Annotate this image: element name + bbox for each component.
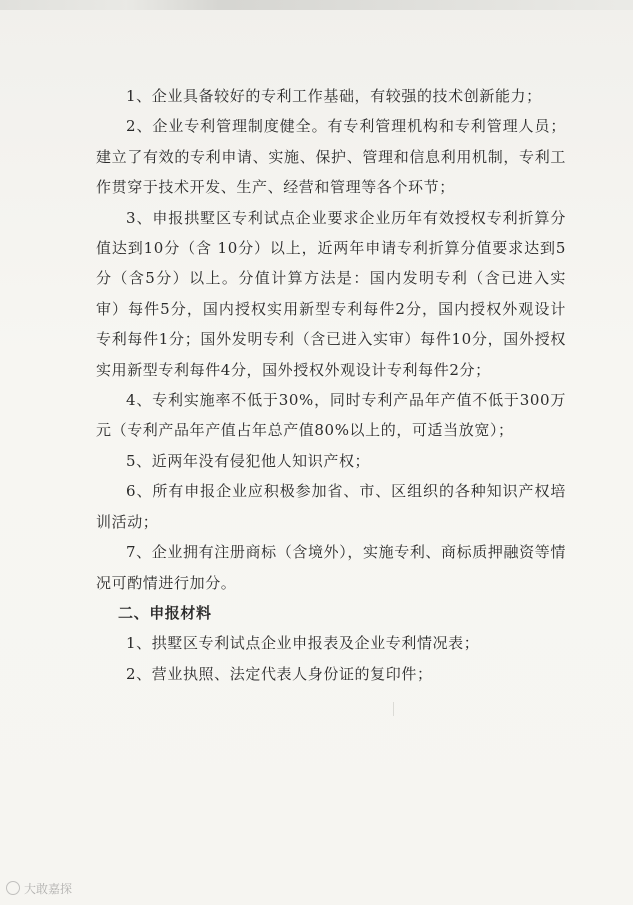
document-body — [96, 81, 566, 689]
requirement-paragraph-4: 4、专利实施率不低于30%，同时专利产品年产值不低于300万元（专利产品年产值占年总产值80%以上的，可适当放宽）； — [96, 391, 566, 440]
material-item-1: 1、拱墅区专利试点企业申报表及企业专利情况表； — [126, 634, 480, 653]
watermark — [6, 878, 72, 898]
requirement-paragraph-6: 6、所有申报企业应积极参加省、市、区组织的各种知识产权培训活动； — [96, 482, 566, 531]
requirement-paragraph-3: 3、申报拱墅区专利试点企业要求企业历年有效授权专利折算分值达到10分（含 10分）以上，近两年申请专利折算分值要求达到5分（含5分）以上。分值计算方法是：国内发明专利（含已进入实审）每件5分，国内授权实用新型专利每件2分，国内授权外观设计专利每件1分；国外发明专利（含已进入实审）每件10分，国外授权实用新型专利每件4分，国外授权外观设计专利每件2分； — [96, 208, 566, 379]
section-heading: 二、申报材料 — [118, 603, 212, 622]
requirement-paragraph-5: 5、近两年没有侵犯他人知识产权； — [126, 451, 371, 470]
requirement-paragraph-1: 1、企业具备较好的专利工作基础，有较强的技术创新能力； — [126, 87, 542, 105]
material-item-2: 2、营业执照、法定代表人身份证的复印件； — [126, 664, 433, 683]
requirement-paragraph-7: 7、企业拥有注册商标（含境外），实施专利、商标质押融资等情况可酌情进行加分。 — [96, 543, 566, 592]
scan-edge — [0, 0, 633, 10]
watermark-text: 大敢嘉探 — [24, 881, 73, 896]
logo-icon — [6, 881, 20, 895]
scan-speck — [393, 702, 400, 716]
requirement-paragraph-2: 2、企业专利管理制度健全。有专利管理机构和专利管理人员；建立了有效的专利申请、实施、保护、管理和信息利用机制，专利工作贯穿于技术开发、生产、经营和管理等各个环节； — [96, 117, 566, 197]
